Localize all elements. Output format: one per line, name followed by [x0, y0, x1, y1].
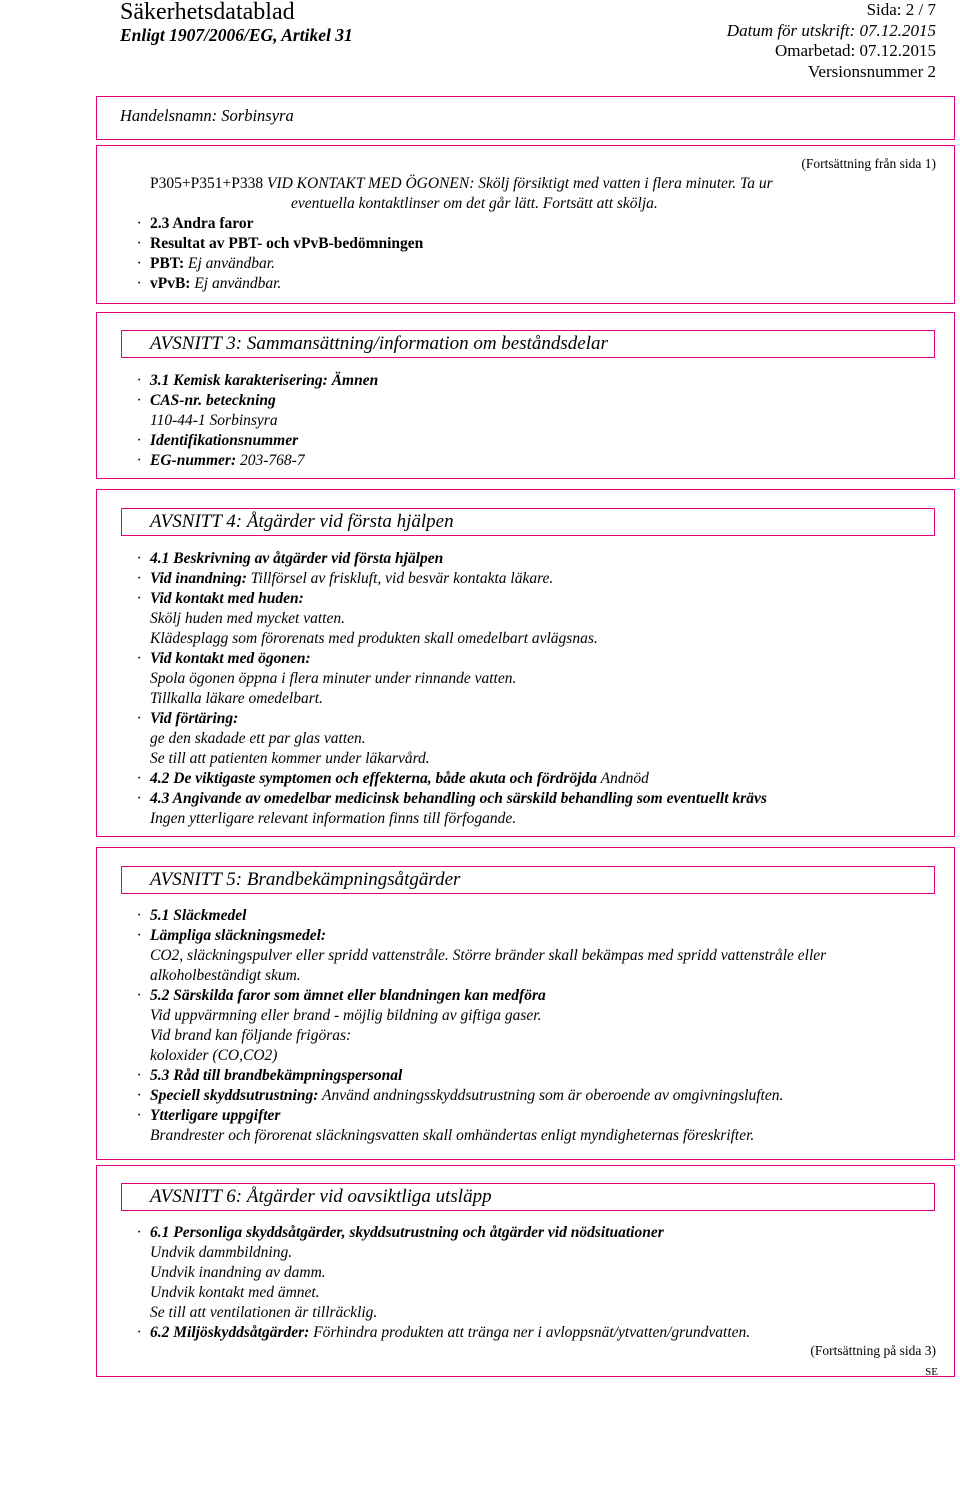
subsection-2-3: · 2.3 Andra faror — [137, 215, 254, 232]
precaution-text-3: Undvik kontakt med ämnet. — [150, 1284, 320, 1301]
eye-text-1: Spola ögonen öppna i flera minuter under rinnande vatten. — [150, 670, 517, 687]
page-number: Sida: 2 / 7 — [866, 0, 936, 19]
subsection-4-1: · 4.1 Beskrivning av åtgärder vid första hjälpen — [137, 550, 444, 567]
identification-label: · Identifikationsnummer — [137, 432, 299, 449]
subsection-5-2: · 5.2 Särskilda faror som ämnet eller blandningen kan medföra — [137, 987, 546, 1004]
continued-to: (Fortsättning på sida 3) — [810, 1343, 936, 1358]
section4-content — [137, 549, 936, 829]
inhalation-line: · Vid inandning: Tillförsel av friskluft, vid besvär kontakta läkare. — [137, 570, 554, 587]
section6-content — [137, 1223, 936, 1343]
ingestion-text-1: ge den skadade ett par glas vatten. — [150, 730, 366, 747]
protective-equipment: · Speciell skyddsutrustning: Använd andningsskyddsutrustning som är oberoende av omgivningsluften. — [137, 1087, 784, 1104]
section3-title: AVSNITT 3: Sammansättning/information om beståndsdelar — [121, 330, 935, 358]
additional-info-text: Brandrester och förorenat släckningsvatten skall omhändertas enligt myndigheternas föreskrifter. — [150, 1127, 755, 1144]
version-number: Versionsnummer 2 — [808, 61, 936, 81]
skin-label: · Vid kontakt med huden: — [137, 590, 304, 607]
eye-text-2: Tillkalla läkare omedelbart. — [150, 690, 323, 707]
subsection-5-3: · 5.3 Råd till brandbekämpningspersonal — [137, 1067, 403, 1084]
language-code: SE — [925, 1366, 938, 1378]
suitable-media-text: CO2, släckningspulver eller spridd vattenstråle. Större bränder skall bekämpas med spridd vattenstråle eller alkoholbeständigt skum. — [150, 947, 827, 984]
subsection-4-2: · 4.2 De viktigaste symptomen och effekterna, både akuta och fördröjda Andnöd — [137, 770, 649, 787]
eg-number: · EG-nummer: 203-768-7 — [137, 452, 305, 469]
section3-content — [137, 371, 936, 471]
print-date: Datum för utskrift: 07.12.2015 — [726, 20, 936, 40]
section6-title: AVSNITT 6: Åtgärder vid oavsiktliga utsläpp — [121, 1183, 935, 1211]
eye-label: · Vid kontakt med ögonen: — [137, 650, 311, 667]
section5-title: AVSNITT 5: Brandbekämpningsåtgärder — [121, 866, 935, 894]
section2-content — [137, 174, 936, 294]
hazard-text-3: koloxider (CO,CO2) — [150, 1047, 278, 1064]
cas-value: 110-44-1 Sorbinsyra — [150, 412, 278, 429]
precaution-text-2: Undvik inandning av damm. — [150, 1264, 326, 1281]
p305-line: P305+P351+P338 VID KONTAKT MED ÖGONEN: Skölj försiktigt med vatten i flera minuter. Ta ur — [150, 175, 773, 192]
precaution-text-1: Undvik dammbildning. — [150, 1244, 293, 1261]
p305-line-2: eventuella kontaktlinser om det går lätt. Fortsätt att skölja. — [291, 195, 658, 212]
additional-info-label: · Ytterligare uppgifter — [137, 1107, 281, 1124]
subsection-4-3-text: Ingen ytterligare relevant information finns till förfogande. — [150, 810, 517, 827]
p305-code: P305+P351+P338 — [150, 175, 264, 192]
subsection-5-1: · 5.1 Släckmedel — [137, 907, 247, 924]
subsection-6-2: · 6.2 Miljöskyddsåtgärder: Förhindra produkten att tränga ner i avloppsnät/ytvatten/grundvatten. — [137, 1324, 751, 1341]
section5-content — [137, 906, 936, 1146]
skin-text-1: Skölj huden med mycket vatten. — [150, 610, 345, 627]
hazard-text-1: Vid uppvärmning eller brand - möjlig bildning av giftiga gaser. — [150, 1007, 542, 1024]
pbt-vpvb-heading: · Resultat av PBT- och vPvB-bedömningen — [137, 235, 424, 252]
subsection-4-3: · 4.3 Angivande av omedelbar medicinsk behandling och särskild behandling som eventuellt krävs — [137, 790, 767, 807]
pbt-line: · PBT: Ej användbar. — [137, 255, 275, 272]
continued-from: (Fortsättning från sida 1) — [801, 156, 936, 171]
precaution-text-4: Se till att ventilationen är tillräcklig. — [150, 1304, 378, 1321]
subsection-6-1: · 6.1 Personliga skyddsåtgärder, skyddsutrustning och åtgärder vid nödsituationer — [137, 1224, 664, 1241]
section4-title: AVSNITT 4: Åtgärder vid första hjälpen — [121, 508, 935, 536]
subsection-3-1: · 3.1 Kemisk karakterisering: Ämnen — [137, 372, 379, 389]
regulation-subtitle: Enligt 1907/2006/EG, Artikel 31 — [120, 25, 353, 45]
ingestion-label: · Vid förtäring: — [137, 710, 239, 727]
hazard-text-2: Vid brand kan följande frigöras: — [150, 1027, 352, 1044]
vpvb-line: · vPvB: Ej användbar. — [137, 275, 282, 292]
revision-date: Omarbetad: 07.12.2015 — [775, 41, 936, 60]
cas-label: · CAS-nr. beteckning — [137, 392, 276, 409]
suitable-media-label: · Lämpliga släckningsmedel: — [137, 927, 327, 944]
skin-text-2: Klädesplagg som förorenats med produkten skall omedelbart avlägsnas. — [150, 630, 598, 647]
ingestion-text-2: Se till att patienten kommer under läkarvård. — [150, 750, 430, 767]
document-title: Säkerhetsdatablad — [120, 0, 295, 25]
header-meta — [727, 0, 936, 82]
trade-name: Handelsnamn: Sorbinsyra — [120, 106, 294, 125]
